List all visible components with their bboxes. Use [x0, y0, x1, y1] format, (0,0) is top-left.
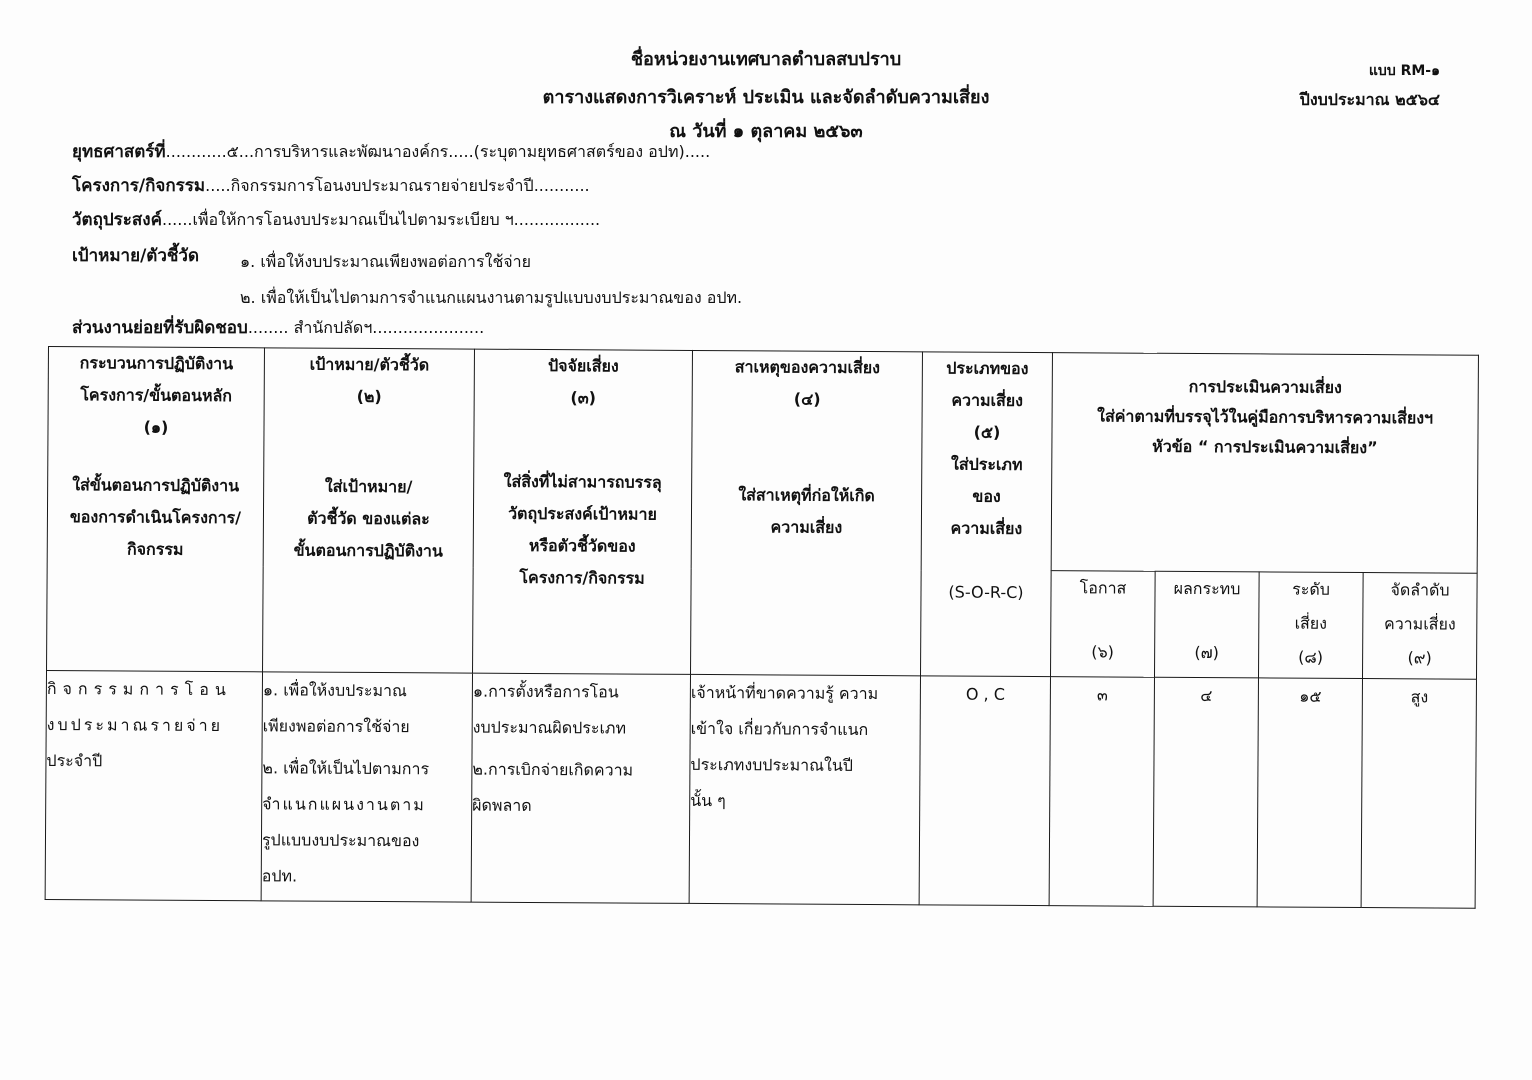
- col-goal-header: [263, 348, 475, 673]
- goal-2-line-2: จำแนกแผนงานตาม: [262, 794, 426, 815]
- risk-factor-2-line-1: ๒.การเบิกจ่ายเกิดความ: [472, 759, 634, 780]
- assessment-title-3: หัวข้อ “ การประเมินความเสี่ยง”: [1152, 436, 1378, 458]
- risk-factor-2-line-2: ผิดพลาด: [472, 795, 532, 815]
- process-line-3: ประจำปี: [46, 750, 103, 771]
- col-cause-desc-2: ความเสี่ยง: [770, 517, 843, 537]
- cause-line-1: เจ้าหน้าที่ขาดความรู้ ความ: [690, 682, 879, 704]
- goal-item-2: ๒. เพื่อให้เป็นไปตามการจำแนกแผนงานตามรูปแบบงบประมาณของ อปท.: [240, 288, 743, 307]
- goal-1-line-2: เพียงพอต่อการใช้จ่าย: [262, 716, 410, 737]
- table-header-row: [47, 347, 1478, 574]
- col-risk-type-number: (๕): [973, 422, 1001, 442]
- likelihood-cell: ๓: [1049, 677, 1154, 907]
- risk-rank-label-2: ความเสี่ยง: [1383, 614, 1456, 634]
- date-line: ณ วันที่ ๑ ตุลาคม ๒๕๖๓: [669, 121, 863, 142]
- table-row: [45, 670, 1476, 908]
- col-process-desc-2: ของการดำเนินโครงการ/: [69, 507, 242, 528]
- project-label: โครงการ/กิจกรรม: [72, 176, 206, 196]
- strategy-row: [72, 138, 710, 165]
- col-risk-factor-desc-1: ใส่สิ่งที่ไม่สามารถบรรลุ: [503, 471, 662, 492]
- unit-label: ส่วนงานย่อยที่รับผิดชอบ: [72, 318, 248, 338]
- col-risk-factor-desc-4: โครงการ/กิจกรรม: [519, 567, 645, 588]
- goal-1-line-1: ๑. เพื่อให้งบประมาณ: [262, 680, 407, 701]
- col-process-desc-3: กิจกรรม: [126, 539, 184, 559]
- cause-line-3: ประเภทงบประมาณในปี: [690, 754, 854, 775]
- risk-level-number: (๘): [1298, 647, 1324, 667]
- process-line-1: กิจกรรมการโอน: [46, 678, 232, 700]
- assessment-title-1: การประเมินความเสี่ยง: [1188, 376, 1342, 397]
- col-risk-factor-number: (๓): [570, 388, 597, 408]
- col-risk-type-title-1: ประเภทของ: [946, 358, 1029, 378]
- risk-type-cell: O , C: [919, 676, 1050, 906]
- form-code: แบบ RM-๑: [1368, 63, 1440, 79]
- col-goal-desc-3: ขั้นตอนการปฏิบัติงาน: [293, 540, 443, 561]
- process-line-2: งบประมาณรายจ่าย: [46, 714, 224, 736]
- col-cause-header: [691, 350, 923, 675]
- col-goal-title: เป้าหมาย/ตัวชี้วัด: [309, 354, 430, 375]
- assessment-title-2: ใส่ค่าตามที่บรรจุไว้ในคู่มือการบริหารความเสี่ยงฯ: [1097, 406, 1434, 428]
- col-cause-number: (๔): [793, 389, 821, 409]
- col-risk-type-desc-1: ใส่ประเภท: [950, 454, 1023, 474]
- col-risk-factor-desc-3: หรือตัวชี้วัดของ: [528, 535, 636, 556]
- goal-2-line-4: อปท.: [261, 866, 298, 886]
- impact-header: [1154, 571, 1259, 678]
- objective-label: วัตถุประสงค์: [72, 210, 162, 230]
- col-risk-type-header: [921, 352, 1053, 677]
- risk-factor-1-line-2: งบประมาณผิดประเภท: [472, 717, 627, 738]
- objective-value: ......เพื่อให้การโอนงบประมาณเป็นไปตามระเบียบ ฯ.................: [161, 210, 601, 229]
- goal-cell: [261, 672, 472, 902]
- cause-line-4: นั้น ๆ: [690, 790, 726, 811]
- cause-cell: [689, 674, 920, 904]
- risk-factor-cell: [471, 673, 690, 903]
- col-goal-desc-2: ตัวชี้วัด ของแต่ละ: [307, 508, 430, 529]
- risk-rank-cell: สูง: [1361, 679, 1476, 909]
- col-risk-type-code: (S-O-R-C): [948, 582, 1024, 602]
- goal-label: เป้าหมาย/ตัวชี้วัด: [72, 246, 199, 266]
- unit-row: [72, 314, 484, 341]
- likelihood-header: [1050, 571, 1155, 678]
- goal-2-line-3: รูปแบบงบประมาณของ: [261, 830, 420, 851]
- cause-line-2: เข้าใจ เกี่ยวกับการจำแนก: [690, 718, 869, 740]
- document-title: ตารางแสดงการวิเคราะห์ ประเมิน และจัดลำดับความเสี่ยง: [542, 87, 990, 108]
- impact-label: ผลกระทบ: [1173, 578, 1241, 599]
- col-cause-title: สาเหตุของความเสี่ยง: [734, 357, 881, 378]
- impact-number: (๗): [1194, 643, 1219, 663]
- col-risk-type-desc-2: ของ: [972, 486, 1001, 506]
- org-name: ชื่อหน่วยงานเทศบาลตำบลสบปราบ: [630, 49, 902, 70]
- goal-row: [72, 242, 199, 269]
- goal-2-line-1: ๒. เพื่อให้เป็นไปตามการ: [262, 758, 430, 779]
- project-row: [72, 172, 590, 199]
- risk-rank-number: (๙): [1407, 648, 1432, 668]
- col-process-title-2: โครงการ/ขั้นตอนหลัก: [80, 385, 233, 406]
- assessment-header: [1051, 353, 1478, 574]
- col-risk-factor-desc-2: วัตถุประสงค์เป้าหมาย: [508, 503, 657, 524]
- likelihood-number: (๖): [1091, 642, 1115, 662]
- risk-assessment-table: [45, 346, 1479, 909]
- fiscal-year: ปีงบประมาณ ๒๕๖๔: [1299, 90, 1440, 109]
- col-cause-desc-1: ใส่สาเหตุที่ก่อให้เกิด: [738, 485, 875, 506]
- risk-level-header: [1258, 572, 1363, 679]
- risk-level-label-1: ระดับ: [1292, 579, 1330, 599]
- col-goal-number: (๒): [356, 386, 382, 407]
- impact-cell: ๔: [1153, 677, 1258, 907]
- strategy-label: ยุทธศาสตร์ที่: [72, 142, 166, 162]
- risk-rank-header: [1362, 573, 1477, 680]
- col-process-desc-1: ใส่ขั้นตอนการปฏิบัติงาน: [72, 475, 240, 496]
- objective-row: [72, 206, 600, 233]
- col-risk-factor-header: [473, 349, 693, 674]
- risk-level-cell: ๑๕: [1257, 678, 1362, 908]
- unit-value: ........ สำนักปลัดฯ......................: [247, 318, 485, 337]
- col-process-header: [47, 347, 265, 672]
- strategy-value: ............๕...การบริหารและพัฒนาองค์กร.....(ระบุตามยุทธศาสตร์ของ อปท).....: [165, 142, 711, 161]
- process-cell: [45, 670, 262, 900]
- goal-item-1: ๑. เพื่อให้งบประมาณเพียงพอต่อการใช้จ่าย: [240, 252, 532, 271]
- likelihood-label: โอกาส: [1079, 578, 1127, 598]
- col-process-number: (๑): [143, 417, 169, 437]
- col-process-title-1: กระบวนการปฏิบัติงาน: [79, 353, 234, 374]
- risk-level-label-2: เสี่ยง: [1294, 613, 1328, 633]
- col-risk-factor-title: ปัจจัยเสี่ยง: [547, 356, 619, 376]
- risk-rank-label-1: จัดลำดับ: [1390, 580, 1450, 600]
- col-risk-type-title-2: ความเสี่ยง: [951, 390, 1024, 410]
- project-value: .....กิจกรรมการโอนงบประมาณรายจ่ายประจำปี...........: [205, 176, 590, 195]
- risk-factor-1-line-1: ๑.การตั้งหรือการโอน: [472, 681, 619, 702]
- col-risk-type-desc-3: ความเสี่ยง: [950, 518, 1023, 538]
- col-goal-desc-1: ใส่เป้าหมาย/: [324, 476, 413, 497]
